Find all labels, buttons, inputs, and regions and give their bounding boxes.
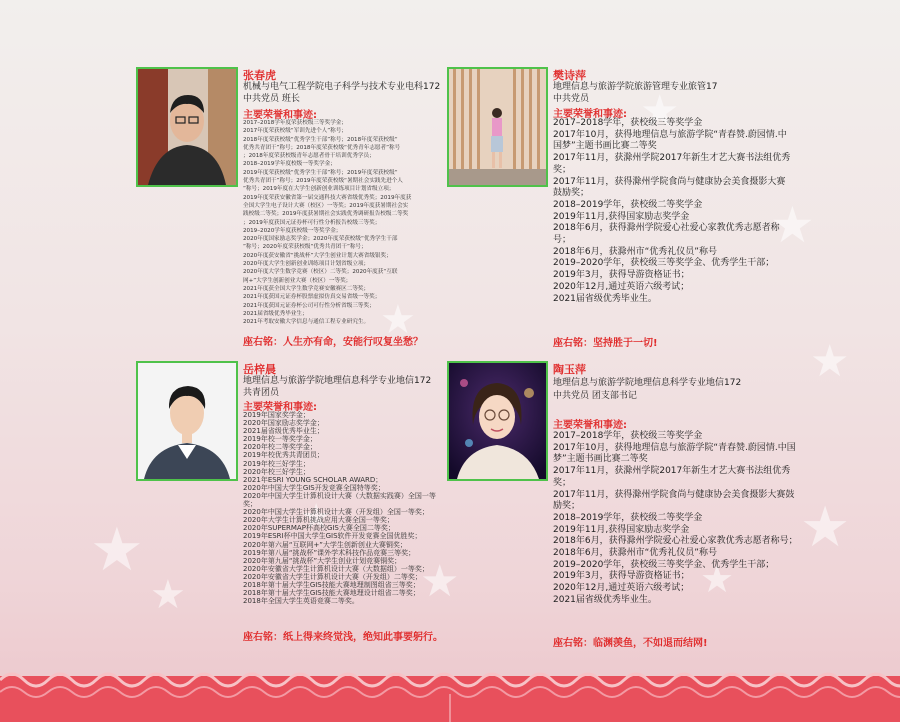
list-item: 2021年ESRI YOUNG SCHOLAR AWARD； xyxy=(243,475,383,484)
list-item: 2018年6月，获得滁州学院爱心社爱心家教优秀志愿者称号； xyxy=(553,536,798,547)
list-item: 2019–2020学年度获校级一等奖学金； xyxy=(243,227,342,234)
person-name: 岳梓晨 xyxy=(243,363,276,376)
star-decoration: ★ xyxy=(640,86,680,137)
motto: 座右铭：人生亦有命，安能行叹复坐愁？ xyxy=(243,337,423,348)
list-item: 2021届省级优秀毕业生； xyxy=(243,427,324,436)
list-item: 2019–2020学年，获校级三等奖学金、优秀学生干部； xyxy=(553,559,775,570)
honors-heading: 主要荣誉和事迹: xyxy=(243,402,317,413)
list-item: 2018–2019学年，获校级二等奖学金 xyxy=(553,512,703,523)
list-item: 2019年ESRI杯中国大学生GIS软件开发竞赛全国优胜奖； xyxy=(243,532,422,541)
list-item: 2020年度大学生创新创业训练项目计划省级立项； xyxy=(243,261,370,268)
list-item: 2020年中国大学生GIS开发竞赛全国特等奖； xyxy=(243,483,385,492)
star-decoration: ★ xyxy=(150,572,186,618)
list-item: 2019年校优秀共青团员； xyxy=(243,451,324,460)
person-name: 陶玉萍 xyxy=(553,363,586,376)
list-item: 网+”大学生创新创业大赛（校区）一等奖； xyxy=(243,277,352,284)
list-item: 2019年校一等奖学金； xyxy=(243,435,317,444)
star-decoration: ★ xyxy=(800,495,851,560)
person-role: 中共党员 团支部书记 xyxy=(553,391,637,401)
list-item: 2018年第十届大学生GIS技能大赛地理设计组省二等奖； xyxy=(243,589,420,598)
profile-photo xyxy=(136,67,238,187)
person-major: 机械与电气工程学院电子科学与技术专业电科172 xyxy=(243,82,441,92)
list-item: 2021年考取安徽大学信息与通信工程专业研究生。 xyxy=(243,319,370,326)
star-decoration: ★ xyxy=(420,556,460,607)
list-item: 2020年12月,通过英语六级考试； xyxy=(553,583,690,594)
honors-list xyxy=(553,118,791,305)
list-item: 2020年国家励志奖学金； xyxy=(243,419,324,428)
motto: 座右铭：临渊羡鱼，不如退而结网! xyxy=(553,638,708,649)
list-item: 2020年第六届“互联网+”大学生创新创业大赛铜奖； xyxy=(243,540,407,549)
list-item: 2019年3月，获得导游资格证书； xyxy=(553,270,690,281)
list-item: 2018年第十届大学生GIS技能大赛地理制图组省三等奖； xyxy=(243,580,420,589)
star-decoration: ★ xyxy=(770,196,815,254)
list-item: 2021年度获国元证券杯公司可行性分析省级三等奖； xyxy=(243,302,375,309)
list-item: 2017年10月，获得地理信息与旅游学院“青春赞.蔚园情.中国梦”主题书画比赛二等奖 xyxy=(553,442,796,465)
list-item: 2019年校三好学生； xyxy=(243,459,310,468)
list-item: ；2018年度荣获校级青年志愿者骨干培训优秀学员； xyxy=(243,153,375,160)
list-item: 2019年度荣获校级“优秀学生干部”称号；2019年度荣获校级“ xyxy=(243,169,398,176)
list-item: 2018–2019学年度校级一等奖学金； xyxy=(243,161,336,168)
list-item: 践校级二等奖；2019年度获暑期社会实践优秀调研报告校级二等奖 xyxy=(243,211,409,218)
list-item: 2017年度荣获校级“军训先进个人”称号； xyxy=(243,128,347,135)
list-item: 2020年第九届“挑战杯”大学生创业计划竞赛铜奖； xyxy=(243,556,402,565)
bottom-wave-band xyxy=(0,664,900,722)
person-role: 中共党员 班长 xyxy=(243,94,300,104)
person-major: 地理信息与旅游学院旅游管理专业旅管17 xyxy=(553,82,718,92)
list-item: 2017年11月，获滁州学院2017年新生才艺大赛书法组优秀奖； xyxy=(553,153,791,175)
list-item: 优秀共青团干”称号；2018年度荣获校级“优秀青年志愿者”称号 xyxy=(243,144,401,151)
honors-list xyxy=(243,119,443,326)
person-role: 中共党员 xyxy=(553,94,590,104)
list-item: 2017–2018学年，获校级三等奖学金 xyxy=(553,118,703,128)
list-item: 2018年全国大学生英语竞赛二等奖。 xyxy=(243,597,359,606)
list-item: 2017年11月，获得滁州学院食尚与健康协会美食摄影大赛鼓励奖； xyxy=(553,176,786,199)
star-decoration: ★ xyxy=(810,336,850,387)
star-decoration: ★ xyxy=(700,557,735,601)
list-item: 2020年中国大学生计算机设计大赛（开发组）全国一等奖； xyxy=(243,508,429,517)
list-item: 2021年度获全国大学生数学竞赛安徽赛区二等奖； xyxy=(243,285,370,292)
profile-photo xyxy=(136,361,238,481)
list-item: 2017年10月，获得地理信息与旅游学院“青春赞.蔚园情.中国梦”主题书画比赛二等奖 xyxy=(553,129,787,152)
list-item: 2021年度获国元证券杯股票虚拟仿真交易省级一等奖； xyxy=(243,294,381,301)
list-item: ”称号；2020年度荣获校级“优秀共青团干”称号； xyxy=(243,244,367,251)
list-item: 2019–2020学年，获校级三等奖学金、优秀学生干部； xyxy=(553,258,775,269)
list-item: 2020年校三好学生； xyxy=(243,467,310,476)
honors-list xyxy=(243,411,443,605)
list-item: 2020年校二等奖学金； xyxy=(243,443,317,452)
list-item: 2020年安徽省大学生计算机设计大赛（大数据组）一等奖； xyxy=(243,564,429,573)
list-item: 2019年第八届“挑战杯”课外学术科技作品竞赛三等奖； xyxy=(243,548,416,557)
star-decoration: ★ xyxy=(90,515,144,585)
profile-photo xyxy=(447,361,548,481)
person-name: 樊诗萍 xyxy=(553,69,586,82)
list-item: 2018年度荣获校级“优秀学生干部”称号；2018年度荣获校级“ xyxy=(243,136,398,143)
list-item: 2018年6月，获滁州市“优秀礼仪员”称号 xyxy=(553,548,717,559)
list-item: 2019年11月,获得国家励志奖学金 xyxy=(553,524,690,535)
motto: 座右铭：纸上得来终觉浅，绝知此事要躬行。 xyxy=(243,632,443,643)
star-decoration: ★ xyxy=(300,497,333,538)
motto: 座右铭：坚持胜于一切! xyxy=(553,338,658,349)
list-item: ；2019年度获国元证券杯可行性分析报告校级三等奖； xyxy=(243,219,381,226)
honors-heading: 主要荣誉和事迹: xyxy=(553,420,627,431)
person-role: 共青团员 xyxy=(243,388,280,398)
list-item: 2020年度国家励志奖学金；2020年度荣获校级“优秀学生干部 xyxy=(243,236,398,243)
list-item: 2020年度获安徽省“挑战杯”大学生创业计划大赛省级银奖； xyxy=(243,252,392,259)
list-item: 2020年SUPERMAP杯高校GIS大赛全国二等奖； xyxy=(243,524,395,533)
honors-list xyxy=(553,431,798,607)
list-item: ”称号；2019年度在大学生创新创业训练项目计划省级立项； xyxy=(243,186,395,193)
list-item: 2021届省级优秀毕业生。 xyxy=(553,594,657,605)
list-item: 2019年度荣获安徽省第一届交通科技大赛省级优秀奖；2019年度获 xyxy=(243,194,412,201)
list-item: 2017年11月，获滁州学院2017年新生才艺大赛书法组优秀奖； xyxy=(553,466,791,488)
person-major: 地理信息与旅游学院地理信息科学专业地信172 xyxy=(553,378,742,388)
person-name: 张春虎 xyxy=(243,69,276,82)
list-item: 2017–2018学年度荣获校级三等奖学金； xyxy=(243,120,347,126)
list-item: 2017–2018学年，获校级三等奖学金 xyxy=(553,431,703,441)
list-item: 全国大学生电子设计大赛（校区）一等奖；2019年度获暑期社会实 xyxy=(243,202,409,209)
list-item: 2018年6月，获得滁州学院爱心社爱心家教优秀志愿者称号； xyxy=(553,223,780,246)
list-item: 2020年安徽省大学生计算机设计大赛（开发组）二等奖； xyxy=(243,572,422,581)
person-major: 地理信息与旅游学院地理信息科学专业地信172 xyxy=(243,376,432,386)
list-item: 优秀共青团干”称号；2019年度荣获校级“暑期社会实践先进个人 xyxy=(243,178,403,185)
list-item: 2018年6月，获滁州市“优秀礼仪员”称号 xyxy=(553,246,717,257)
list-item: 2017年11月，获得滁州学院食尚与健康协会美食摄影大赛鼓励奖； xyxy=(553,489,795,512)
list-item: 2019年国家奖学金； xyxy=(243,411,310,419)
profile-photo xyxy=(447,67,548,187)
list-item: 2020年中国大学生计算机设计大赛（大数据实践赛）全国一等奖； xyxy=(243,491,436,509)
list-item: 2020年12月,通过英语六级考试； xyxy=(553,281,690,292)
list-item: 2020年度大学生数学竞赛（校区）二等奖；2020年度获“互联 xyxy=(243,269,398,276)
honors-heading: 主要荣誉和事迹: xyxy=(243,110,317,121)
list-item: 2021届省级优秀毕业生。 xyxy=(553,293,657,304)
list-item: 2018–2019学年，获校级二等奖学金 xyxy=(553,199,703,210)
list-item: 2019年3月，获得导游资格证书； xyxy=(553,571,690,582)
list-item: 2021届省级优秀毕业生； xyxy=(243,310,308,317)
list-item: 2019年11月,获得国家励志奖学金 xyxy=(553,211,690,222)
list-item: 2020年大学生计算机挑战应用大赛全国一等奖； xyxy=(243,516,394,525)
star-decoration: ★ xyxy=(380,297,416,343)
honors-heading: 主要荣誉和事迹: xyxy=(553,109,627,120)
